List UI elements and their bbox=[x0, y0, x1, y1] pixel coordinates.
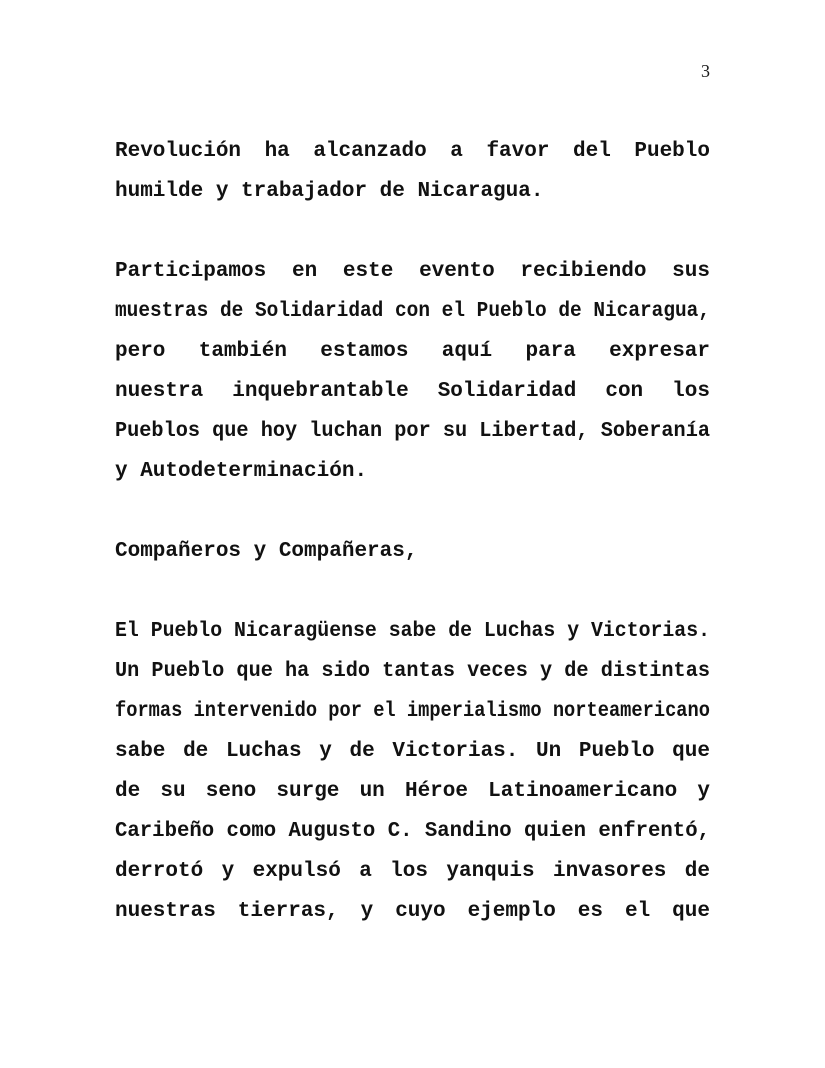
text-line: Pueblos que hoy luchan por su Libertad, Soberanía bbox=[115, 420, 710, 443]
text-line: Revolución ha alcanzado a favor del Pueblo bbox=[115, 140, 710, 163]
text-line: Compañeros y Compañeras, bbox=[115, 540, 418, 563]
paragraph bbox=[115, 252, 710, 492]
page-number: 3 bbox=[701, 61, 710, 81]
text-line: nuestras tierras, y cuyo ejemplo es el que bbox=[115, 900, 710, 923]
text-line: muestras de Solidaridad con el Pueblo de Nicaragua, bbox=[115, 300, 710, 323]
text-line: pero también estamos aquí para expresar bbox=[115, 340, 710, 363]
text-line: de su seno surge un Héroe Latinoamericano y bbox=[115, 780, 710, 803]
text-line: formas intervenido por el imperialismo norteamericano bbox=[115, 700, 710, 723]
text-line: Participamos en este evento recibiendo sus bbox=[115, 260, 710, 283]
text-line: nuestra inquebrantable Solidaridad con los bbox=[115, 380, 710, 403]
paragraph bbox=[115, 132, 710, 212]
text-line: derrotó y expulsó a los yanquis invasores de bbox=[115, 860, 710, 883]
text-line: y Autodeterminación. bbox=[115, 460, 368, 483]
document-body bbox=[115, 132, 710, 932]
paragraph bbox=[115, 532, 710, 572]
paragraph bbox=[115, 612, 710, 932]
text-line: sabe de Luchas y de Victorias. Un Pueblo que bbox=[115, 740, 710, 763]
text-line: Un Pueblo que ha sido tantas veces y de distintas bbox=[115, 660, 710, 683]
text-line: humilde y trabajador de Nicaragua. bbox=[115, 180, 544, 203]
text-line: El Pueblo Nicaragüense sabe de Luchas y Victorias. bbox=[115, 620, 710, 643]
text-line: Caribeño como Augusto C. Sandino quien enfrentó, bbox=[115, 820, 710, 843]
